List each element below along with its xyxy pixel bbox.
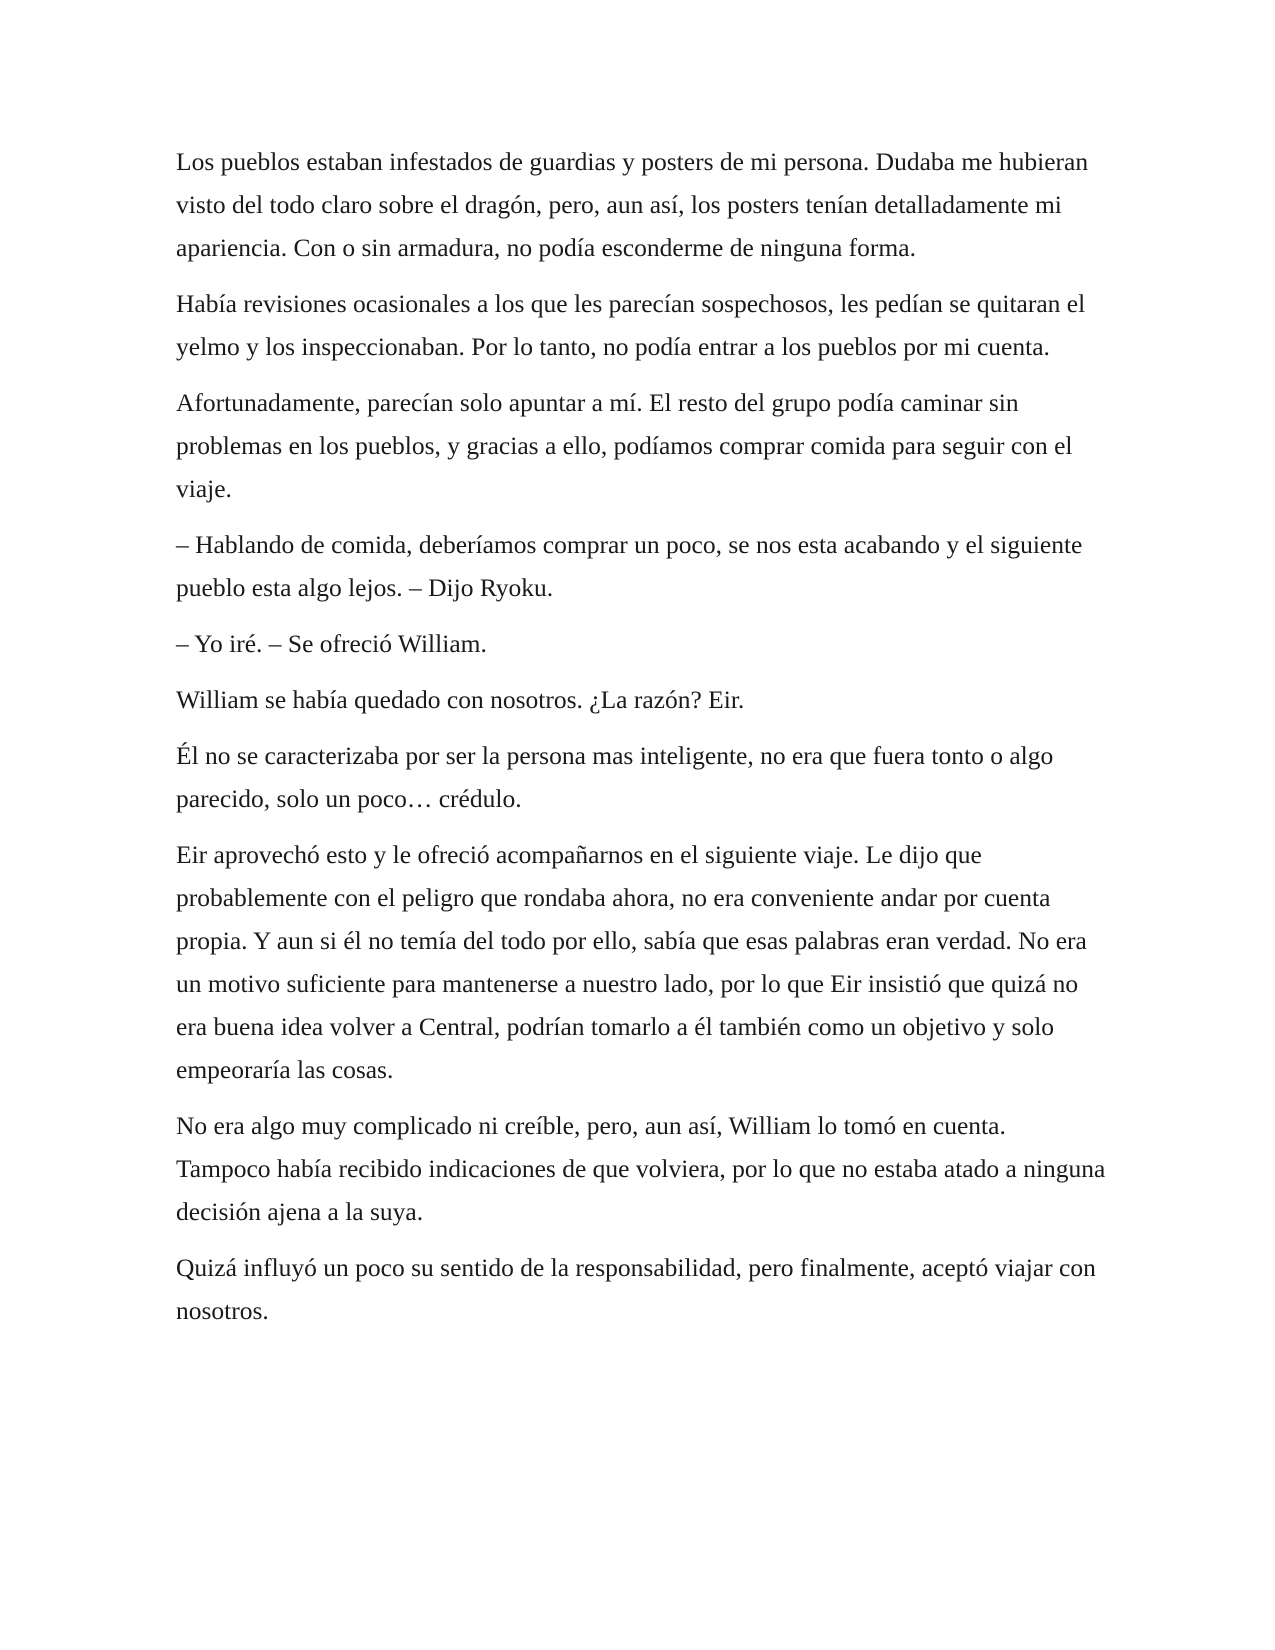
paragraph: William se había quedado con nosotros. ¿La razón? Eir. — [176, 685, 745, 714]
paragraph: Él no se caracterizaba por ser la persona mas inteligente, no era que fuera tonto o algo parecido, solo un poco… crédulo. — [176, 741, 1054, 813]
paragraph: Afortunadamente, parecían solo apuntar a mí. El resto del grupo podía caminar sin problemas en los pueblos, y gracias a ello, podíamos comprar comida para seguir con el viaje. — [176, 388, 1073, 503]
paragraph: Eir aprovechó esto y le ofreció acompañarnos en el siguiente viaje. Le dijo que probablemente con el peligro que rondaba ahora, no era conveniente andar por cuenta propia. Y aun si él no temía del todo por ello, sabía que esas palabras eran verdad. No era un motivo suficiente para mantenerse a nuestro lado, por lo que Eir insistió que quizá no era buena idea volver a Central, podrían tomarlo a él también como un objetivo y solo empeoraría las cosas. — [176, 840, 1087, 1084]
paragraph: No era algo muy complicado ni creíble, pero, aun así, William lo tomó en cuenta. Tampoco había recibido indicaciones de que volviera, por lo que no estaba atado a ninguna decisión ajena a la suya. — [176, 1111, 1106, 1226]
paragraph: Los pueblos estaban infestados de guardias y posters de mi persona. Dudaba me hubieran visto del todo claro sobre el dragón, pero, aun así, los posters tenían detalladamente mi apariencia. Con o sin armadura, no podía esconderme de ninguna forma. — [176, 147, 1089, 262]
paragraph: Quizá influyó un poco su sentido de la responsabilidad, pero finalmente, aceptó viajar con nosotros. — [176, 1253, 1096, 1325]
paragraph: Había revisiones ocasionales a los que les parecían sospechosos, les pedían se quitaran el yelmo y los inspeccionaban. Por lo tanto, no podía entrar a los pueblos por mi cuenta. — [176, 289, 1086, 361]
paragraph: – Yo iré. – Se ofreció William. — [176, 629, 487, 658]
paragraph: – Hablando de comida, deberíamos comprar un poco, se nos esta acabando y el siguiente pueblo esta algo lejos. – Dijo Ryoku. — [176, 530, 1083, 602]
document-body — [176, 140, 1106, 1345]
